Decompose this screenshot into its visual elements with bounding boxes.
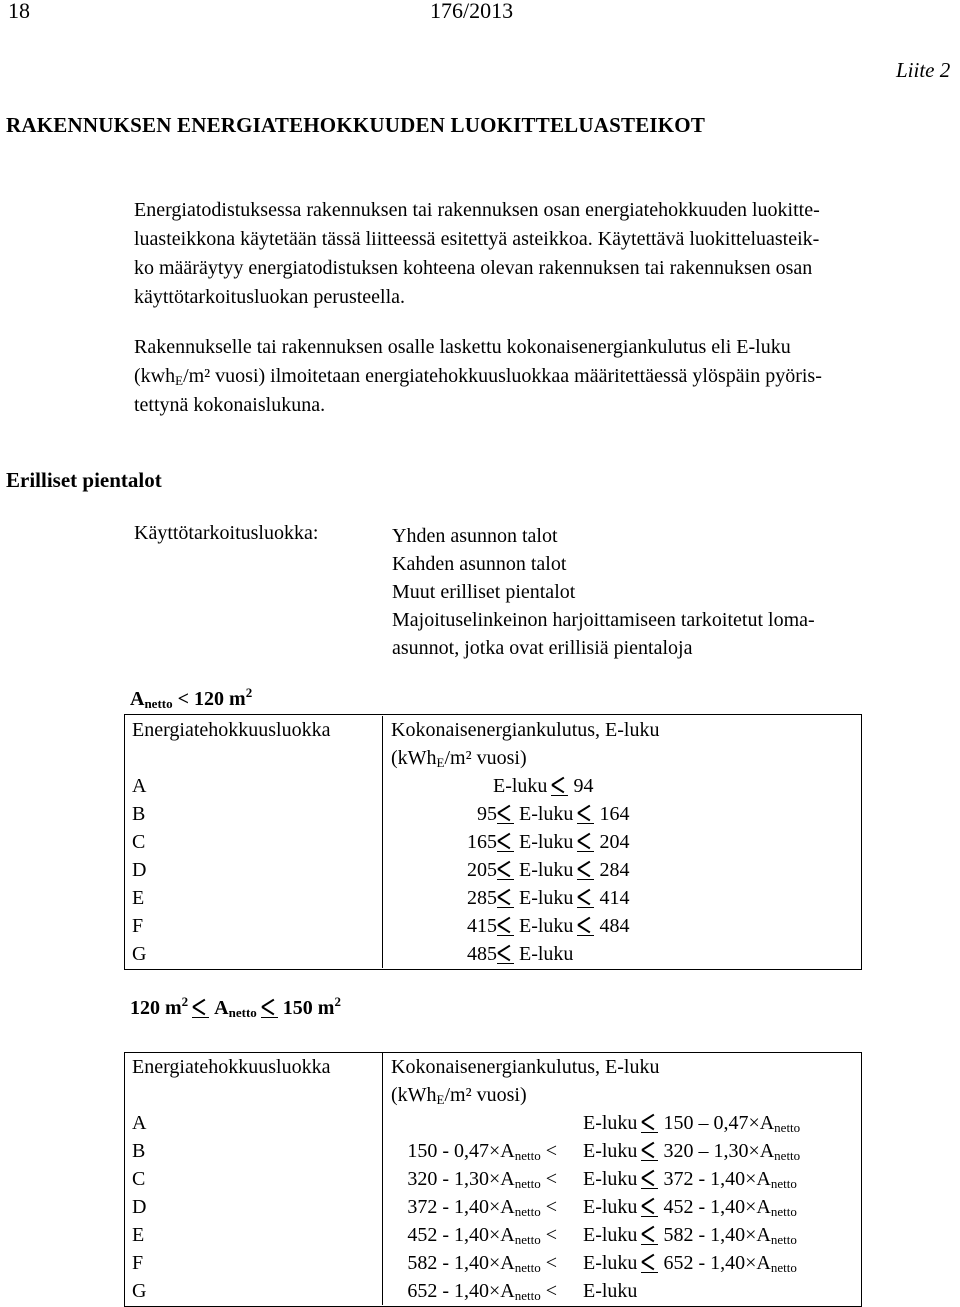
table-row: [124, 1137, 857, 1165]
energy-class-cell: E: [124, 884, 383, 912]
area-symbol: A: [756, 1196, 771, 1218]
less-than: <: [540, 1280, 557, 1302]
range-lower: [407, 1165, 557, 1193]
text-span: /m² vuosi) ilmoitetaan energiatehokkuusluokkaa määritettäessä ylöspäin pyöris-: [183, 365, 822, 387]
less-equal-icon: [577, 891, 595, 905]
eluku-range-cell: [383, 1249, 858, 1277]
eluku-range-cell: [383, 1277, 858, 1305]
table-row: [124, 828, 857, 856]
less-than: <: [540, 1252, 557, 1274]
section-title: Erilliset pientalot: [6, 468, 162, 492]
intro-line: tettynä kokonaislukuna.: [134, 394, 326, 416]
less-equal-icon: [641, 1200, 659, 1214]
energy-class-cell: B: [124, 1137, 383, 1165]
header-consumption: Kokonaisenergiankulutus, E-luku: [391, 1056, 660, 1078]
page-title: RAKENNUKSEN ENERGIATEHOKKUUDEN LUOKITTELUASTEIKOT: [6, 113, 706, 137]
less-equal-icon: [577, 919, 595, 933]
range-middle: [493, 884, 629, 912]
range-expression: [383, 1249, 857, 1277]
area-symbol: A: [500, 1168, 515, 1190]
less-equal-icon: [577, 807, 595, 821]
upper-value: 372 - 1,40: [663, 1168, 746, 1190]
purpose-list: [392, 522, 815, 662]
eluku-label: E-luku: [583, 1280, 638, 1302]
less-than: <: [540, 1140, 557, 1162]
range-middle: [493, 940, 573, 968]
eluku-label: E-luku: [583, 1224, 638, 1246]
table-header-row: [124, 716, 857, 744]
eluku-range-cell: [383, 856, 858, 884]
table2-condition: [130, 994, 341, 1020]
times-symbol: ×: [488, 1224, 501, 1246]
subscript: E: [436, 755, 445, 770]
subscript: E: [436, 1092, 445, 1107]
less-than: <: [540, 1196, 557, 1218]
less-equal-icon: [577, 863, 595, 877]
area-symbol: A: [500, 1280, 515, 1302]
text-span: A: [214, 997, 229, 1019]
appendix-label: Liite 2: [896, 58, 951, 82]
page-number: 18: [8, 0, 30, 23]
table-header-row: [124, 1053, 857, 1081]
table1-condition: [130, 685, 253, 711]
header-unit: [383, 1081, 858, 1109]
energy-class-cell: A: [124, 772, 383, 800]
table-row: [124, 940, 857, 968]
energy-class-cell: E: [124, 1221, 383, 1249]
less-equal-icon: [641, 1228, 659, 1242]
less-equal-icon: [551, 779, 569, 793]
energy-class-cell: F: [124, 912, 383, 940]
eluku-label: E-luku: [519, 915, 574, 937]
range-expression: [383, 828, 857, 856]
text-span: (kwh: [134, 365, 176, 387]
netto-subscript: netto: [514, 1232, 541, 1247]
purpose-item: Muut erilliset pientalot: [392, 581, 576, 603]
intro-line: luasteikkona käytetään tässä liitteessä esitettyä asteikkoa. Käytettävä luokitteluasteik-: [134, 228, 820, 250]
table-header-row: [124, 744, 857, 772]
range-lower: [407, 1249, 557, 1277]
times-symbol: ×: [748, 1140, 760, 1162]
eluku-range-cell: [383, 884, 858, 912]
netto-subscript: netto: [774, 1120, 801, 1135]
table-row: [124, 1277, 857, 1305]
eluku-label: E-luku: [583, 1252, 638, 1274]
header-blank: [124, 744, 383, 772]
text-span: 150 m: [282, 997, 335, 1019]
netto-subscript: netto: [514, 1148, 541, 1163]
superscript: 2: [334, 994, 341, 1009]
intro-paragraph-2: [134, 333, 822, 420]
area-symbol: A: [500, 1140, 515, 1162]
energy-class-table-1: [124, 716, 857, 968]
eluku-range-cell: [383, 1221, 858, 1249]
intro-paragraph-1: [134, 196, 820, 312]
energy-class-cell: B: [124, 800, 383, 828]
lower-value: 452 - 1,40: [407, 1224, 489, 1246]
eluku-range-cell: [383, 1137, 858, 1165]
eluku-label: E-luku: [583, 1168, 638, 1190]
times-symbol: ×: [745, 1252, 757, 1274]
area-symbol: A: [756, 1224, 771, 1246]
range-middle: [493, 828, 629, 856]
range-lower: 285: [467, 887, 497, 909]
netto-subscript: netto: [514, 1204, 541, 1219]
header-blank: [124, 1081, 383, 1109]
range-lower: 205: [467, 859, 497, 881]
less-equal-icon: [497, 807, 515, 821]
document-number: 176/2013: [430, 0, 514, 23]
area-symbol: A: [756, 1168, 771, 1190]
eluku-range-cell: [383, 912, 858, 940]
table-row: [124, 800, 857, 828]
less-equal-icon: [497, 863, 515, 877]
purpose-item: Majoituselinkeinon harjoittamiseen tarkoitetut loma-: [392, 609, 815, 631]
less-equal-icon: [641, 1144, 659, 1158]
area-symbol: A: [759, 1140, 775, 1162]
times-symbol: ×: [488, 1196, 501, 1218]
times-symbol: ×: [745, 1168, 757, 1190]
purpose-item: Yhden asunnon talot: [392, 525, 558, 547]
subscript: netto: [144, 696, 173, 711]
range-upper: [583, 1249, 797, 1277]
times-symbol: ×: [488, 1280, 501, 1302]
range-upper: [583, 1221, 797, 1249]
intro-line: [134, 362, 822, 391]
range-upper: 94: [573, 775, 594, 797]
times-symbol: ×: [488, 1168, 501, 1190]
range-lower: 415: [467, 915, 497, 937]
eluku-label: E-luku: [583, 1112, 638, 1134]
range-expression: [383, 1137, 857, 1165]
times-symbol: ×: [488, 1252, 501, 1274]
energy-class-cell: D: [124, 1193, 383, 1221]
energy-class-cell: G: [124, 1277, 383, 1305]
less-equal-icon: [641, 1116, 659, 1130]
eluku-range-cell: [383, 940, 858, 968]
area-symbol: A: [500, 1224, 515, 1246]
range-expression: [383, 1165, 857, 1193]
table-row: [124, 856, 857, 884]
netto-subscript: netto: [514, 1260, 541, 1275]
text-span: (kWh: [391, 1084, 437, 1106]
less-equal-icon: [497, 891, 515, 905]
less-equal-icon: [497, 835, 515, 849]
header-class: Energiatehokkuusluokka: [124, 1053, 383, 1081]
area-symbol: A: [759, 1112, 775, 1134]
range-expression: [383, 800, 857, 828]
superscript: 2: [181, 994, 189, 1009]
less-equal-icon: [192, 1001, 210, 1015]
less-than: <: [540, 1224, 557, 1246]
range-lower: [407, 1221, 557, 1249]
eluku-label: E-luku: [493, 775, 548, 797]
header-unit: [383, 744, 858, 772]
netto-subscript: netto: [514, 1176, 541, 1191]
netto-subscript: netto: [514, 1288, 541, 1303]
range-upper: [583, 1137, 800, 1165]
range-expression: [383, 856, 857, 884]
range-expression: [383, 884, 857, 912]
upper-value: 582 - 1,40: [663, 1224, 746, 1246]
eluku-range-cell: [383, 828, 858, 856]
text-span: 120 m: [130, 997, 182, 1019]
less-than: <: [540, 1168, 557, 1190]
range-expression: [383, 940, 857, 968]
table-row: [124, 1165, 857, 1193]
range-lower: [407, 1277, 557, 1305]
range-upper: 204: [599, 831, 630, 853]
times-symbol: ×: [488, 1140, 501, 1162]
table-header-row: [124, 1081, 857, 1109]
less-equal-icon: [641, 1256, 659, 1270]
table-row: [124, 1193, 857, 1221]
text-span: < 120 m: [172, 688, 246, 710]
range-middle: [493, 912, 629, 940]
less-equal-icon: [577, 835, 595, 849]
subscript: netto: [228, 1005, 257, 1020]
range-lower: 165: [467, 831, 497, 853]
less-equal-icon: [641, 1172, 659, 1186]
range-expression: [383, 1193, 857, 1221]
subscript: E: [175, 373, 184, 388]
range-lower: [407, 1193, 557, 1221]
intro-line: käyttötarkoitusluokan perusteella.: [134, 286, 406, 308]
lower-value: 372 - 1,40: [407, 1196, 489, 1218]
energy-class-cell: D: [124, 856, 383, 884]
upper-value: 150 – 0,47: [663, 1112, 749, 1134]
eluku-label: E-luku: [519, 803, 574, 825]
text-span: (kWh: [391, 747, 437, 769]
text-span: /m² vuosi): [444, 1084, 527, 1106]
less-equal-icon: [497, 919, 515, 933]
purpose-item: Kahden asunnon talot: [392, 553, 567, 575]
area-symbol: A: [500, 1252, 515, 1274]
range-upper: 284: [599, 859, 630, 881]
netto-subscript: netto: [774, 1148, 801, 1163]
times-symbol: ×: [745, 1224, 757, 1246]
header-consumption: Kokonaisenergiankulutus, E-luku: [391, 719, 660, 741]
table-row: [124, 1249, 857, 1277]
range-lower: 485: [467, 943, 497, 965]
eluku-label: E-luku: [519, 943, 574, 965]
range-expression: [383, 772, 857, 800]
intro-line: Energiatodistuksessa rakennuksen tai rakennuksen osan energiatehokkuuden luokitte-: [134, 199, 820, 221]
upper-value: 452 - 1,40: [663, 1196, 746, 1218]
less-equal-icon: [497, 947, 515, 961]
range-middle: [493, 800, 629, 828]
energy-class-cell: F: [124, 1249, 383, 1277]
eluku-label: E-luku: [519, 859, 574, 881]
upper-value: 652 - 1,40: [663, 1252, 746, 1274]
table-row: [124, 884, 857, 912]
table-row: [124, 912, 857, 940]
purpose-item: asunnot, jotka ovat erillisiä pientaloja: [392, 637, 693, 659]
range-upper: [583, 1277, 637, 1305]
energy-class-table-2: [124, 1053, 857, 1305]
energy-class-cell: A: [124, 1109, 383, 1137]
eluku-label: E-luku: [583, 1196, 638, 1218]
upper-value: 320 – 1,30: [663, 1140, 749, 1162]
range-upper: [583, 1165, 797, 1193]
header-class: Energiatehokkuusluokka: [124, 716, 383, 744]
range-lower: [407, 1137, 557, 1165]
lower-value: 582 - 1,40: [407, 1252, 489, 1274]
range-upper: 484: [599, 915, 630, 937]
range-middle: [493, 856, 629, 884]
range-middle: [493, 772, 593, 800]
intro-line: Rakennukselle tai rakennuksen osalle laskettu kokonaisenergiankulutus eli E-luku: [134, 336, 791, 358]
range-expression: [383, 1221, 857, 1249]
lower-value: 320 - 1,30: [407, 1168, 489, 1190]
times-symbol: ×: [748, 1112, 760, 1134]
netto-subscript: netto: [770, 1176, 797, 1191]
netto-subscript: netto: [770, 1232, 797, 1247]
intro-line: ko määräytyy energiatodistuksen kohteena olevan rakennuksen tai rakennuksen osan: [134, 257, 813, 279]
table-row: [124, 772, 857, 800]
range-expression: [383, 1109, 857, 1137]
eluku-label: E-luku: [519, 831, 574, 853]
lower-value: 652 - 1,40: [407, 1280, 489, 1302]
energy-class-cell: C: [124, 1165, 383, 1193]
eluku-range-cell: [383, 1109, 858, 1137]
text-span: /m² vuosi): [444, 747, 527, 769]
area-symbol: A: [756, 1252, 771, 1274]
netto-subscript: netto: [770, 1260, 797, 1275]
range-upper: [583, 1193, 797, 1221]
energy-class-cell: G: [124, 940, 383, 968]
range-expression: [383, 912, 857, 940]
superscript: 2: [245, 685, 253, 700]
less-equal-icon: [261, 1001, 279, 1015]
eluku-range-cell: [383, 1165, 858, 1193]
range-upper: [583, 1109, 800, 1137]
table-row: [124, 1109, 857, 1137]
table-row: [124, 1221, 857, 1249]
lower-value: 150 - 0,47: [407, 1140, 489, 1162]
range-lower: 95: [477, 803, 497, 825]
text-span: A: [130, 688, 145, 710]
range-upper: 164: [599, 803, 630, 825]
eluku-range-cell: [383, 1193, 858, 1221]
range-upper: 414: [599, 887, 630, 909]
netto-subscript: netto: [770, 1204, 797, 1219]
eluku-label: E-luku: [583, 1140, 638, 1162]
times-symbol: ×: [745, 1196, 757, 1218]
eluku-range-cell: [383, 772, 858, 800]
eluku-range-cell: [383, 800, 858, 828]
area-symbol: A: [500, 1196, 515, 1218]
energy-class-cell: C: [124, 828, 383, 856]
eluku-label: E-luku: [519, 887, 574, 909]
range-expression: [383, 1277, 857, 1305]
purpose-label: Käyttötarkoitusluokka:: [134, 522, 319, 544]
